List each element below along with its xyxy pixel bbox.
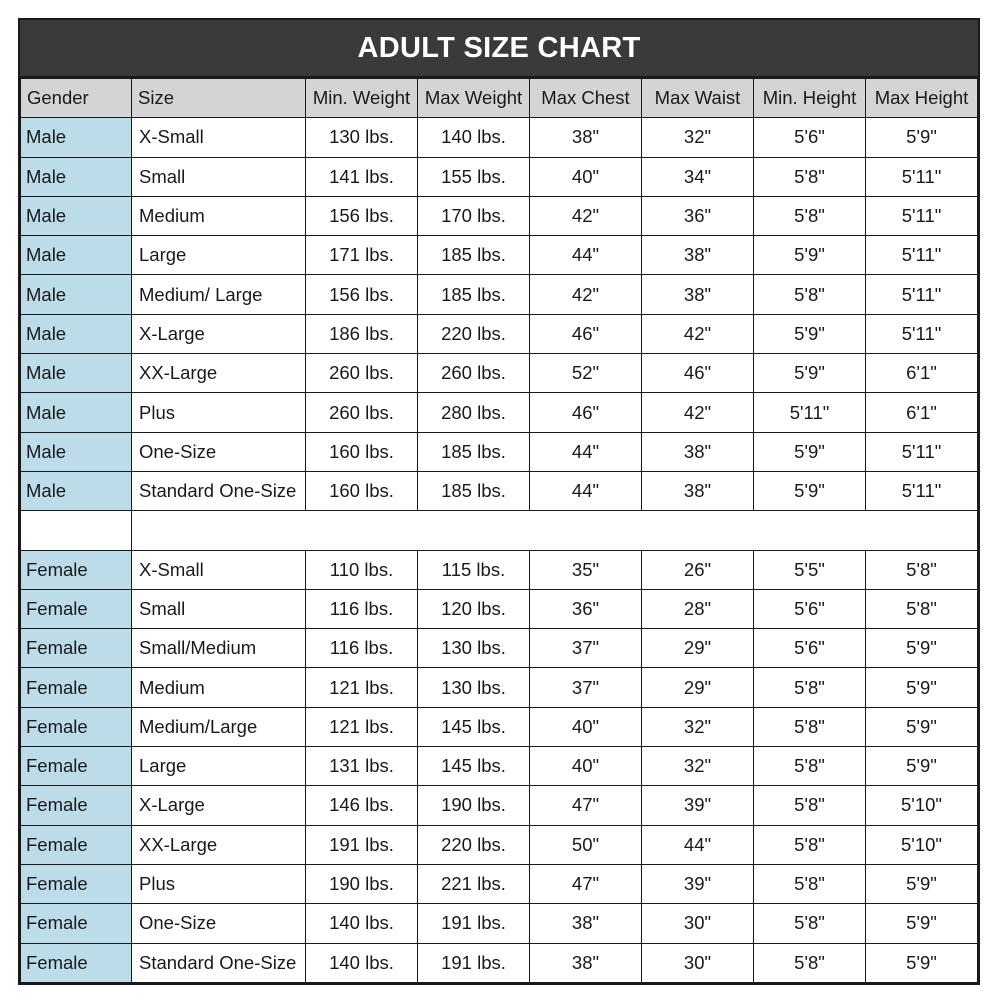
cell-gender: Female [21, 747, 132, 786]
cell-max-chest: 40" [530, 707, 642, 746]
cell-max-weight: 145 lbs. [418, 707, 530, 746]
table-row-female [21, 589, 978, 628]
cell-max-chest: 42" [530, 275, 642, 314]
cell-size: Medium [132, 196, 306, 235]
cell-max-height: 5'9" [866, 668, 978, 707]
cell-max-waist: 32" [642, 707, 754, 746]
cell-gender: Male [21, 236, 132, 275]
cell-size: XX-Large [132, 825, 306, 864]
cell-max-waist: 38" [642, 432, 754, 471]
section-spacer-row [21, 511, 978, 550]
table-row-female [21, 786, 978, 825]
cell-max-chest: 37" [530, 668, 642, 707]
cell-min-height: 5'9" [754, 471, 866, 510]
cell-max-height: 5'9" [866, 118, 978, 157]
cell-max-height: 5'11" [866, 432, 978, 471]
table-row-female [21, 904, 978, 943]
cell-size: One-Size [132, 904, 306, 943]
cell-max-height: 5'9" [866, 707, 978, 746]
cell-min-height: 5'9" [754, 314, 866, 353]
cell-gender: Male [21, 118, 132, 157]
cell-min-height: 5'9" [754, 432, 866, 471]
cell-max-weight: 220 lbs. [418, 314, 530, 353]
table-row-male [21, 275, 978, 314]
header-min-weight: Min. Weight [306, 79, 418, 118]
cell-min-weight: 141 lbs. [306, 157, 418, 196]
table-row-male [21, 471, 978, 510]
cell-min-weight: 160 lbs. [306, 471, 418, 510]
cell-gender: Male [21, 157, 132, 196]
header-row [21, 79, 978, 118]
cell-gender: Female [21, 668, 132, 707]
cell-max-weight: 191 lbs. [418, 904, 530, 943]
cell-gender: Female [21, 707, 132, 746]
cell-max-weight: 170 lbs. [418, 196, 530, 235]
cell-min-height: 5'8" [754, 157, 866, 196]
table-row-female [21, 629, 978, 668]
cell-min-height: 5'8" [754, 786, 866, 825]
cell-max-height: 5'10" [866, 786, 978, 825]
header-size: Size [132, 79, 306, 118]
cell-size: Standard One-Size [132, 471, 306, 510]
cell-min-weight: 171 lbs. [306, 236, 418, 275]
cell-max-height: 5'8" [866, 550, 978, 589]
cell-max-waist: 26" [642, 550, 754, 589]
cell-max-height: 5'11" [866, 471, 978, 510]
cell-max-waist: 34" [642, 157, 754, 196]
cell-min-height: 5'9" [754, 236, 866, 275]
cell-max-waist: 28" [642, 589, 754, 628]
cell-min-height: 5'8" [754, 747, 866, 786]
cell-max-chest: 52" [530, 354, 642, 393]
cell-gender: Male [21, 471, 132, 510]
chart-title: ADULT SIZE CHART [20, 20, 978, 78]
cell-min-weight: 140 lbs. [306, 943, 418, 982]
cell-gender: Female [21, 904, 132, 943]
cell-size: X-Small [132, 118, 306, 157]
cell-max-waist: 30" [642, 904, 754, 943]
size-table [20, 78, 978, 983]
cell-max-waist: 46" [642, 354, 754, 393]
cell-max-weight: 185 lbs. [418, 275, 530, 314]
cell-max-chest: 46" [530, 314, 642, 353]
cell-max-weight: 221 lbs. [418, 864, 530, 903]
cell-min-height: 5'5" [754, 550, 866, 589]
table-row-male [21, 157, 978, 196]
cell-max-waist: 42" [642, 314, 754, 353]
cell-max-chest: 44" [530, 432, 642, 471]
cell-max-chest: 40" [530, 157, 642, 196]
cell-gender: Female [21, 864, 132, 903]
table-row-male [21, 236, 978, 275]
cell-min-weight: 110 lbs. [306, 550, 418, 589]
cell-min-weight: 121 lbs. [306, 668, 418, 707]
cell-min-height: 5'8" [754, 825, 866, 864]
cell-max-chest: 42" [530, 196, 642, 235]
cell-gender: Male [21, 393, 132, 432]
cell-max-waist: 38" [642, 471, 754, 510]
cell-size: Medium [132, 668, 306, 707]
table-row-male [21, 118, 978, 157]
cell-max-weight: 190 lbs. [418, 786, 530, 825]
cell-min-weight: 160 lbs. [306, 432, 418, 471]
cell-max-height: 5'11" [866, 196, 978, 235]
cell-max-weight: 260 lbs. [418, 354, 530, 393]
header-max-waist: Max Waist [642, 79, 754, 118]
cell-max-waist: 42" [642, 393, 754, 432]
cell-max-chest: 38" [530, 943, 642, 982]
cell-size: One-Size [132, 432, 306, 471]
header-max-height: Max Height [866, 79, 978, 118]
cell-min-height: 5'6" [754, 629, 866, 668]
cell-max-height: 5'11" [866, 157, 978, 196]
cell-max-height: 5'9" [866, 943, 978, 982]
cell-max-weight: 155 lbs. [418, 157, 530, 196]
cell-max-weight: 145 lbs. [418, 747, 530, 786]
cell-size: X-Large [132, 786, 306, 825]
cell-gender: Female [21, 786, 132, 825]
cell-size: Small [132, 589, 306, 628]
cell-gender: Female [21, 589, 132, 628]
cell-max-weight: 130 lbs. [418, 629, 530, 668]
cell-max-waist: 38" [642, 275, 754, 314]
table-row-male [21, 393, 978, 432]
cell-max-height: 5'11" [866, 236, 978, 275]
cell-max-chest: 44" [530, 236, 642, 275]
cell-min-height: 5'9" [754, 354, 866, 393]
cell-max-height: 5'9" [866, 747, 978, 786]
cell-min-weight: 156 lbs. [306, 275, 418, 314]
cell-min-weight: 130 lbs. [306, 118, 418, 157]
cell-max-waist: 39" [642, 864, 754, 903]
table-row-male [21, 196, 978, 235]
table-row-female [21, 943, 978, 982]
cell-min-weight: 116 lbs. [306, 629, 418, 668]
cell-max-chest: 44" [530, 471, 642, 510]
cell-min-height: 5'8" [754, 196, 866, 235]
cell-max-waist: 39" [642, 786, 754, 825]
table-row-female [21, 747, 978, 786]
cell-max-chest: 36" [530, 589, 642, 628]
cell-size: Small [132, 157, 306, 196]
cell-max-height: 6'1" [866, 393, 978, 432]
spacer-cell [132, 511, 978, 550]
cell-max-chest: 40" [530, 747, 642, 786]
cell-max-waist: 38" [642, 236, 754, 275]
cell-min-height: 5'8" [754, 943, 866, 982]
size-chart [18, 18, 980, 985]
cell-max-chest: 47" [530, 786, 642, 825]
cell-size: Plus [132, 864, 306, 903]
header-max-chest: Max Chest [530, 79, 642, 118]
cell-size: Large [132, 747, 306, 786]
cell-gender: Male [21, 275, 132, 314]
cell-max-weight: 220 lbs. [418, 825, 530, 864]
table-row-female [21, 864, 978, 903]
cell-max-waist: 32" [642, 747, 754, 786]
cell-max-chest: 38" [530, 118, 642, 157]
table-body [21, 118, 978, 983]
cell-max-height: 5'9" [866, 904, 978, 943]
cell-max-weight: 191 lbs. [418, 943, 530, 982]
cell-max-weight: 185 lbs. [418, 471, 530, 510]
cell-max-height: 5'11" [866, 314, 978, 353]
table-row-female [21, 668, 978, 707]
cell-min-weight: 140 lbs. [306, 904, 418, 943]
cell-gender: Female [21, 550, 132, 589]
cell-max-waist: 32" [642, 118, 754, 157]
spacer-cell [21, 511, 132, 550]
table-row-female [21, 825, 978, 864]
cell-size: Small/Medium [132, 629, 306, 668]
cell-min-weight: 131 lbs. [306, 747, 418, 786]
cell-gender: Male [21, 196, 132, 235]
cell-max-chest: 38" [530, 904, 642, 943]
table-row-female [21, 550, 978, 589]
cell-gender: Female [21, 943, 132, 982]
cell-gender: Male [21, 314, 132, 353]
cell-min-weight: 156 lbs. [306, 196, 418, 235]
cell-gender: Female [21, 825, 132, 864]
cell-min-height: 5'8" [754, 707, 866, 746]
cell-size: Large [132, 236, 306, 275]
cell-max-weight: 185 lbs. [418, 432, 530, 471]
cell-gender: Male [21, 432, 132, 471]
cell-max-weight: 130 lbs. [418, 668, 530, 707]
header-max-weight: Max Weight [418, 79, 530, 118]
cell-size: Medium/Large [132, 707, 306, 746]
cell-min-height: 5'11" [754, 393, 866, 432]
cell-max-waist: 29" [642, 629, 754, 668]
cell-gender: Female [21, 629, 132, 668]
cell-min-weight: 260 lbs. [306, 354, 418, 393]
table-row-male [21, 314, 978, 353]
header-min-height: Min. Height [754, 79, 866, 118]
header-gender: Gender [21, 79, 132, 118]
cell-max-height: 5'11" [866, 275, 978, 314]
cell-min-weight: 116 lbs. [306, 589, 418, 628]
cell-max-waist: 44" [642, 825, 754, 864]
cell-size: X-Small [132, 550, 306, 589]
cell-min-weight: 186 lbs. [306, 314, 418, 353]
cell-min-height: 5'6" [754, 118, 866, 157]
cell-min-height: 5'8" [754, 275, 866, 314]
cell-min-weight: 191 lbs. [306, 825, 418, 864]
cell-max-chest: 46" [530, 393, 642, 432]
cell-max-height: 5'9" [866, 629, 978, 668]
cell-min-height: 5'8" [754, 668, 866, 707]
cell-min-height: 5'6" [754, 589, 866, 628]
cell-max-waist: 30" [642, 943, 754, 982]
cell-size: X-Large [132, 314, 306, 353]
cell-max-height: 6'1" [866, 354, 978, 393]
cell-min-weight: 190 lbs. [306, 864, 418, 903]
cell-min-weight: 121 lbs. [306, 707, 418, 746]
cell-max-chest: 47" [530, 864, 642, 903]
table-row-male [21, 354, 978, 393]
cell-max-weight: 280 lbs. [418, 393, 530, 432]
table-row-female [21, 707, 978, 746]
cell-size: Plus [132, 393, 306, 432]
cell-max-weight: 140 lbs. [418, 118, 530, 157]
cell-size: Medium/ Large [132, 275, 306, 314]
cell-max-waist: 29" [642, 668, 754, 707]
cell-size: Standard One-Size [132, 943, 306, 982]
cell-min-height: 5'8" [754, 864, 866, 903]
cell-max-weight: 115 lbs. [418, 550, 530, 589]
cell-min-weight: 260 lbs. [306, 393, 418, 432]
cell-max-chest: 37" [530, 629, 642, 668]
cell-max-weight: 185 lbs. [418, 236, 530, 275]
table-row-male [21, 432, 978, 471]
cell-max-height: 5'9" [866, 864, 978, 903]
cell-gender: Male [21, 354, 132, 393]
cell-max-height: 5'10" [866, 825, 978, 864]
cell-max-chest: 50" [530, 825, 642, 864]
cell-max-chest: 35" [530, 550, 642, 589]
cell-max-weight: 120 lbs. [418, 589, 530, 628]
cell-max-waist: 36" [642, 196, 754, 235]
cell-min-weight: 146 lbs. [306, 786, 418, 825]
cell-max-height: 5'8" [866, 589, 978, 628]
cell-size: XX-Large [132, 354, 306, 393]
cell-min-height: 5'8" [754, 904, 866, 943]
